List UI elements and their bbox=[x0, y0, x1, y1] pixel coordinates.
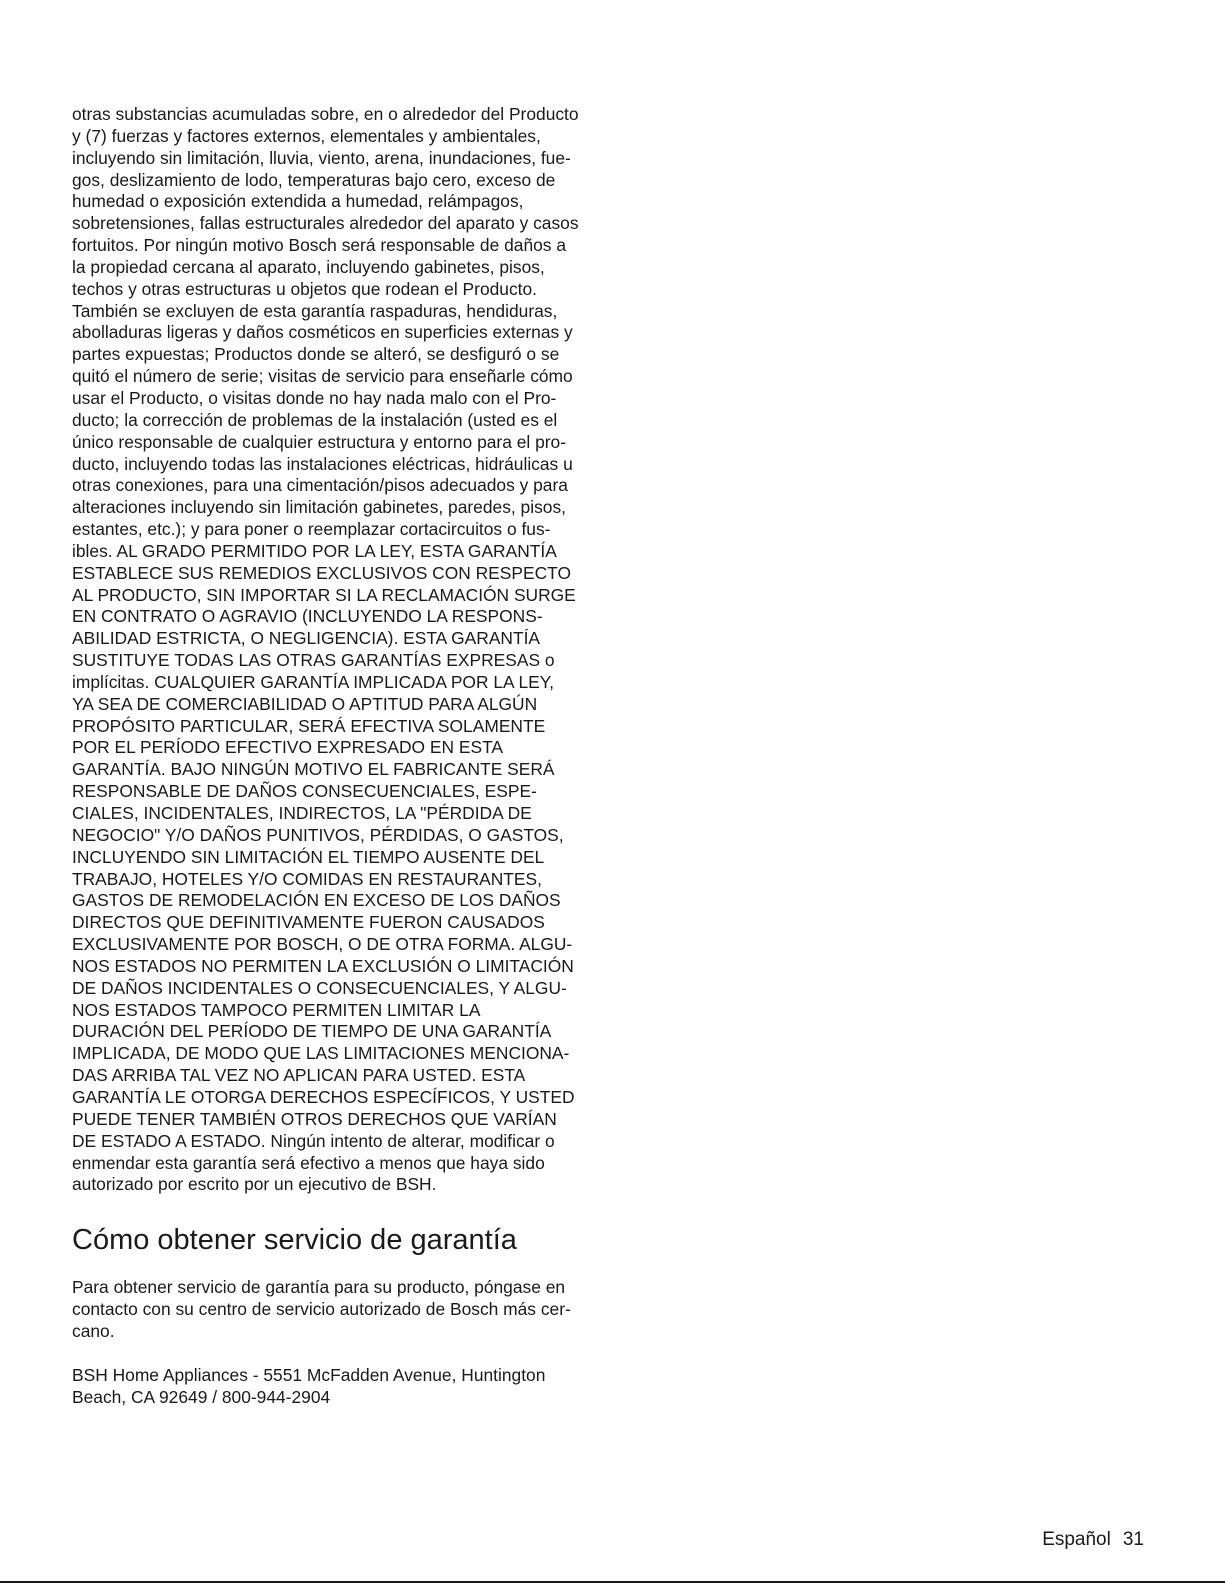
warranty-exclusions-paragraph: otras substancias acumuladas sobre, en o alrededor del Producto y (7) fuerzas y factores externos, elementales y ambientales, incluyendo sin limitación, lluvia, viento, arena, inundaciones, fue- gos, deslizamiento de lodo, temperaturas bajo cero, exceso de humedad o exposición extendida a humedad, relámpagos, sobretensiones, fallas estructurales alrededor del aparato y casos fortuitos. Por ningún motivo Bosch será responsable de daños a la propiedad cercana al aparato, incluyendo gabinetes, pisos, techos y otras estructuras u objetos que rodean el Producto. También se excluyen de esta garantía raspaduras, hendiduras, abolladuras ligeras y daños cosméticos en superficies externas y partes expuestas; Productos donde se alteró, se desfiguró o se quitó el número de serie; visitas de servicio para enseñarle cómo usar el Producto, o visitas donde no hay nada malo con el Pro- ducto; la corrección de problemas de la instalación (usted es el único responsable de cualquier estructura y entorno para el pro- ducto, incluyendo todas las instalaciones eléctricas, hidráulicas u otras conexiones, para una cimentación/pisos adecuados y para alteraciones incluyendo sin limitación gabinetes, paredes, pisos, estantes, etc.); y para poner o reemplazar cortacircuitos o fus- ibles. AL GRADO PERMITIDO POR LA LEY, ESTA GARANTÍA ESTABLECE SUS REMEDIOS EXCLUSIVOS CON RESPECTO AL PRODUCTO, SIN IMPORTAR SI LA RECLAMACIÓN SURGE EN CONTRATO O AGRAVIO (INCLUYENDO LA RESPONS- ABILIDAD ESTRICTA, O NEGLIGENCIA). ESTA GARANTÍA SUSTITUYE TODAS LAS OTRAS GARANTÍAS EXPRESAS o implícitas. CUALQUIER GARANTÍA IMPLICADA POR LA LEY, YA SEA DE COMERCIABILIDAD O APTITUD PARA ALGÚN PROPÓSITO PARTICULAR, SERÁ EFECTIVA SOLAMENTE POR EL PERÍODO EFECTIVO EXPRESADO EN ESTA GARANTÍA. BAJO NINGÚN MOTIVO EL FABRICANTE SERÁ RESPONSABLE DE DAÑOS CONSECUENCIALES, ESPE- CIALES, INCIDENTALES, INDIRECTOS, LA "PÉRDIDA DE NEGOCIO" Y/O DAÑOS PUNITIVOS, PÉRDIDAS, O GASTOS, INCLUYENDO SIN LIMITACIÓN EL TIEMPO AUSENTE DEL TRABAJO, HOTELES Y/O COMIDAS EN RESTAURANTES, GASTOS DE REMODELACIÓN EN EXCESO DE LOS DAÑOS DIRECTOS QUE DEFINITIVAMENTE FUERON CAUSADOS EXCLUSIVAMENTE POR BOSCH, O DE OTRA FORMA. ALGU- NOS ESTADOS NO PERMITEN LA EXCLUSIÓN O LIMITACIÓN DE DAÑOS INCIDENTALES O CONSECUENCIALES, Y ALGU- NOS ESTADOS TAMPOCO PERMITEN LIMITAR LA DURACIÓN DEL PERÍODO DE TIEMPO DE UNA GARANTÍA IMPLICADA, DE MODO QUE LAS LIMITACIONES MENCIONA- DAS ARRIBA TAL VEZ NO APLICAN PARA USTED. ESTA GARANTÍA LE OTORGA DERECHOS ESPECÍFICOS, Y USTED PUEDE TENER TAMBIÉN OTROS DERECHOS QUE VARÍAN DE ESTADO A ESTADO. Ningún intento de alterar, modificar o enmendar esta garantía será efectivo a menos que haya sido autorizado por escrito por un ejecutivo de BSH. bbox=[72, 104, 579, 1195]
page-footer bbox=[1042, 1528, 1144, 1552]
footer-page-number: 31 bbox=[1122, 1529, 1144, 1550]
service-instructions-paragraph: Para obtener servicio de garantía para su producto, póngase en contacto con su centro de servicio autorizado de Bosch más cer- cano. bbox=[72, 1277, 571, 1341]
main-column bbox=[72, 104, 612, 1408]
footer-language-label: Español bbox=[1042, 1529, 1111, 1550]
section-heading: Cómo obtener servicio de garantía bbox=[72, 1224, 517, 1257]
company-address-paragraph: BSH Home Appliances - 5551 McFadden Avenue, Huntington Beach, CA 92649 / 800-944-2904 bbox=[72, 1364, 546, 1407]
bottom-edge-rule bbox=[0, 1581, 1225, 1583]
